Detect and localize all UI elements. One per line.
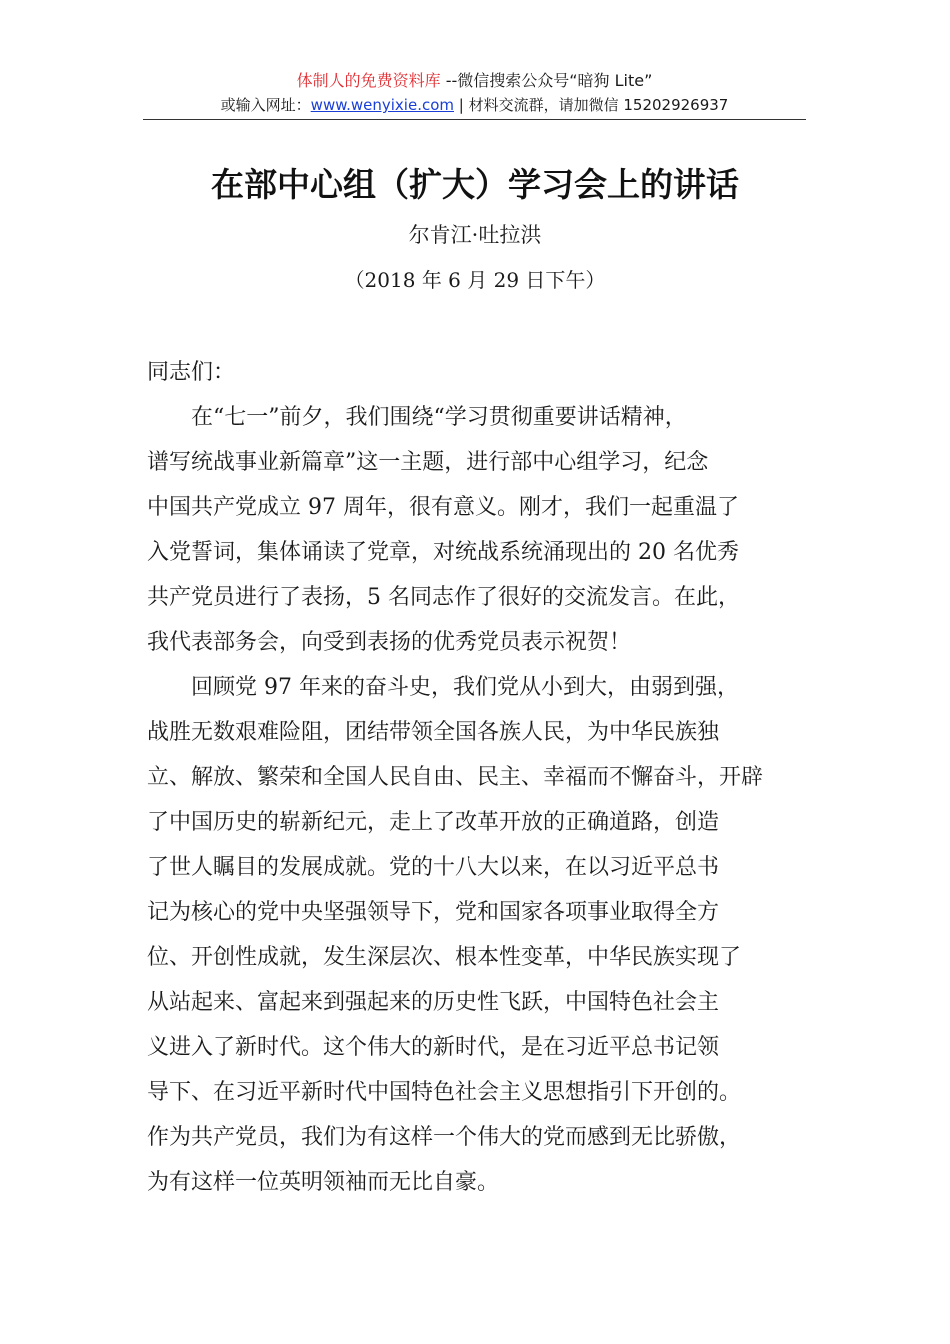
body-line: 了世人瞩目的发展成就。党的十八大以来，在以习近平总书 <box>147 855 720 880</box>
body-line: 谱写统战事业新篇章”这一主题，进行部中心组学习，纪念 <box>147 450 709 475</box>
body-line: 义进入了新时代。这个伟大的新时代，是在习近平总书记领 <box>147 1035 720 1060</box>
body-line: 共产党员进行了表扬，5 名同志作了很好的交流发言。在此， <box>147 585 740 610</box>
body-line: 从站起来、富起来到强起来的历史性飞跃，中国特色社会主 <box>147 990 720 1015</box>
document-date: （2018 年 6 月 29 日下午） <box>344 268 606 292</box>
header-url-prefix: 或输入网址： <box>220 96 311 114</box>
document-body <box>147 350 817 1205</box>
header-website-link[interactable]: www.wenyixie.com <box>310 96 454 114</box>
body-line: 了中国历史的崭新纪元，走上了改革开放的正确道路，创造 <box>147 810 720 835</box>
body-line: 导下、在习近平新时代中国特色社会主义思想指引下开创的。 <box>147 1080 742 1105</box>
body-line: 作为共产党员，我们为有这样一个伟大的党而感到无比骄傲， <box>147 1125 742 1150</box>
body-line: 记为核心的党中央坚强领导下，党和国家各项事业取得全方 <box>147 900 720 925</box>
body-line: 入党誓词，集体诵读了党章，对统战系统涌现出的 20 名优秀 <box>147 540 739 565</box>
watermark-header <box>143 70 806 116</box>
document-author: 尔肯江·吐拉洪 <box>408 223 542 247</box>
header-wechat-hint: --微信搜索公众号“暗狗 Lite” <box>440 71 653 90</box>
body-line: 立、解放、繁荣和全国人民自由、民主、幸福而不懈奋斗，开辟 <box>147 765 764 790</box>
body-line: 位、开创性成就，发生深层次、根本性变革，中华民族实现了 <box>147 945 742 970</box>
header-divider <box>143 119 806 120</box>
body-line: 为有这样一位英明领袖而无比自豪。 <box>147 1170 500 1195</box>
body-line: 中国共产党成立 97 周年，很有意义。刚才，我们一起重温了 <box>147 495 739 520</box>
header-url-line <box>143 94 806 116</box>
header-promo-line <box>143 70 806 92</box>
header-contact-text: | 材料交流群，请加微信 15202926937 <box>454 96 729 114</box>
body-line: 在“七一”前夕，我们围绕“学习贯彻重要讲话精神， <box>147 405 687 430</box>
body-line: 战胜无数艰难险阻，团结带领全国各族人民，为中华民族独 <box>147 720 720 745</box>
body-line: 我代表部务会，向受到表扬的优秀党员表示祝贺！ <box>147 630 632 655</box>
header-site-name: 体制人的免费资料库 <box>296 71 441 90</box>
body-line: 回顾党 97 年来的奋斗史，我们党从小到大，由弱到强， <box>147 675 739 700</box>
document-title: 在部中心组（扩大）学习会上的讲话 <box>211 165 739 204</box>
body-line: 同志们： <box>147 360 236 385</box>
